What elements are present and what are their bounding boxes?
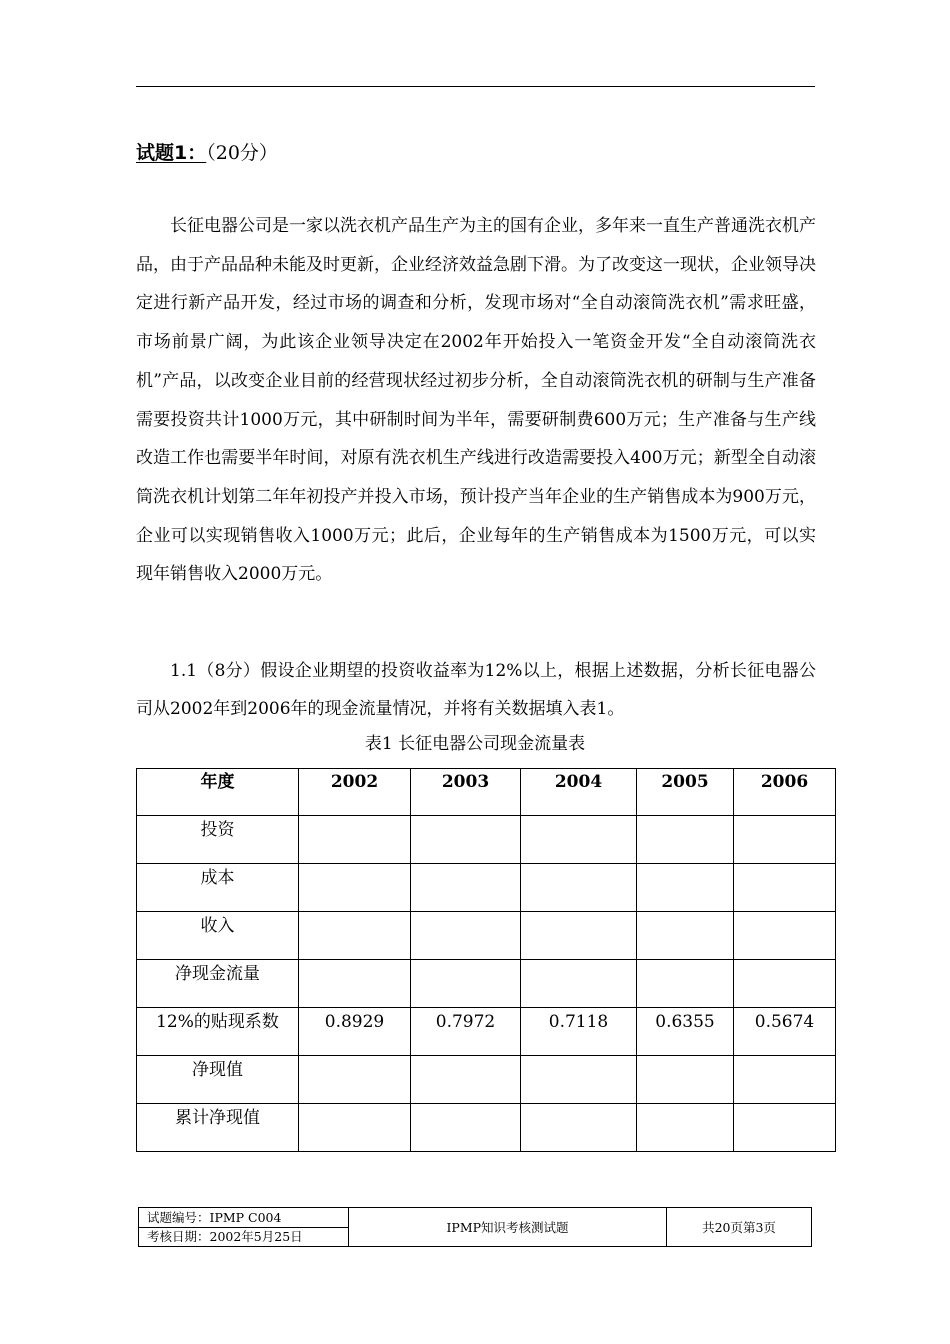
table-cell xyxy=(411,1104,521,1152)
table-cell xyxy=(411,816,521,864)
header-cell: 2006 xyxy=(734,769,836,816)
table-cell xyxy=(637,864,734,912)
table-cell: 0.5674 xyxy=(734,1008,836,1056)
table-cell xyxy=(734,912,836,960)
table-row xyxy=(137,960,836,1008)
table-cell xyxy=(521,912,637,960)
exam-date: 考核日期：2002年5月25日 xyxy=(139,1227,349,1247)
case-paragraph: 长征电器公司是一家以洗衣机产品生产为主的国有企业，多年来一直生产普通洗衣机产品，由于产品品种未能及时更新，企业经济效益急剧下滑。为了改变这一现状，企业领导决定进行新产品开发，经过市场的调查和分析，发现市场对“全自动滚筒洗衣机”需求旺盛，市场前景广阔，为此该企业领导决定在2002年开始投入一笔资金开发“全自动滚筒洗衣机”产品，以改变企业目前的经营现状经过初步分析，全自动滚筒洗衣机的研制与生产准备需要投资共计1000万元，其中研制时间为半年，需要研制费600万元；生产准备与生产线改造工作也需要半年时间，对原有洗衣机生产线进行改造需要投入400万元；新型全自动滚筒洗衣机计划第二年年初投产并投入市场，预计投产当年企业的生产销售成本为900万元，企业可以实现销售收入1000万元；此后，企业每年的生产销售成本为1500万元，可以实现年销售收入2000万元。 xyxy=(136,216,816,585)
exam-title: IPMP知识考核测试题 xyxy=(349,1208,667,1247)
table-cell xyxy=(734,960,836,1008)
table-row xyxy=(137,1056,836,1104)
table-cell: 0.7118 xyxy=(521,1008,637,1056)
table-cell xyxy=(521,864,637,912)
table-cell xyxy=(521,960,637,1008)
header-cell: 2004 xyxy=(521,769,637,816)
cash-flow-table xyxy=(136,768,836,1152)
row-label: 净现金流量 xyxy=(137,960,299,1008)
table-cell: 0.8929 xyxy=(299,1008,411,1056)
table-cell xyxy=(734,864,836,912)
table-cell xyxy=(299,1104,411,1152)
sub-question-text: 1.1（8分）假设企业期望的投资收益率为12%以上，根据上述数据，分析长征电器公司从2002年到2006年的现金流量情况，并将有关数据填入表1。 xyxy=(136,661,816,719)
table-cell xyxy=(299,960,411,1008)
table-cell xyxy=(734,816,836,864)
page-footer xyxy=(138,1207,812,1247)
table-cell xyxy=(734,1056,836,1104)
table-cell xyxy=(637,816,734,864)
table-cell: 0.7972 xyxy=(411,1008,521,1056)
table-cell xyxy=(637,1104,734,1152)
question-heading xyxy=(136,140,278,166)
table-row xyxy=(137,1104,836,1152)
table-cell xyxy=(299,816,411,864)
row-label: 净现值 xyxy=(137,1056,299,1104)
table-cell xyxy=(299,912,411,960)
question-points: （20分） xyxy=(206,142,278,164)
header-rule xyxy=(136,86,815,87)
table-row xyxy=(137,1008,836,1056)
sub-question xyxy=(136,652,816,728)
table-row xyxy=(137,912,836,960)
case-description xyxy=(136,207,816,594)
table-cell xyxy=(637,1056,734,1104)
table-cell xyxy=(299,1056,411,1104)
header-cell: 年度 xyxy=(137,769,299,816)
table-cell xyxy=(521,1056,637,1104)
row-label: 投资 xyxy=(137,816,299,864)
table-cell xyxy=(411,960,521,1008)
header-cell: 2003 xyxy=(411,769,521,816)
page-number: 共20页第3页 xyxy=(667,1208,812,1247)
row-label: 成本 xyxy=(137,864,299,912)
row-label: 收入 xyxy=(137,912,299,960)
table-row xyxy=(137,864,836,912)
table-cell: 0.6355 xyxy=(637,1008,734,1056)
table-cell xyxy=(521,1104,637,1152)
table-cell xyxy=(299,864,411,912)
row-label: 累计净现值 xyxy=(137,1104,299,1152)
table-header-row xyxy=(137,769,836,816)
table-caption: 表1 长征电器公司现金流量表 xyxy=(364,734,586,754)
question-label: 试题1： xyxy=(136,142,207,164)
table-cell xyxy=(637,960,734,1008)
table-cell xyxy=(637,912,734,960)
exam-code: 试题编号：IPMP C004 xyxy=(139,1208,349,1228)
table-cell xyxy=(411,912,521,960)
table-cell xyxy=(521,816,637,864)
table-cell xyxy=(734,1104,836,1152)
header-cell: 2005 xyxy=(637,769,734,816)
table-row xyxy=(137,816,836,864)
table-cell xyxy=(411,1056,521,1104)
row-label: 12%的贴现系数 xyxy=(137,1008,299,1056)
header-cell: 2002 xyxy=(299,769,411,816)
table-cell xyxy=(411,864,521,912)
